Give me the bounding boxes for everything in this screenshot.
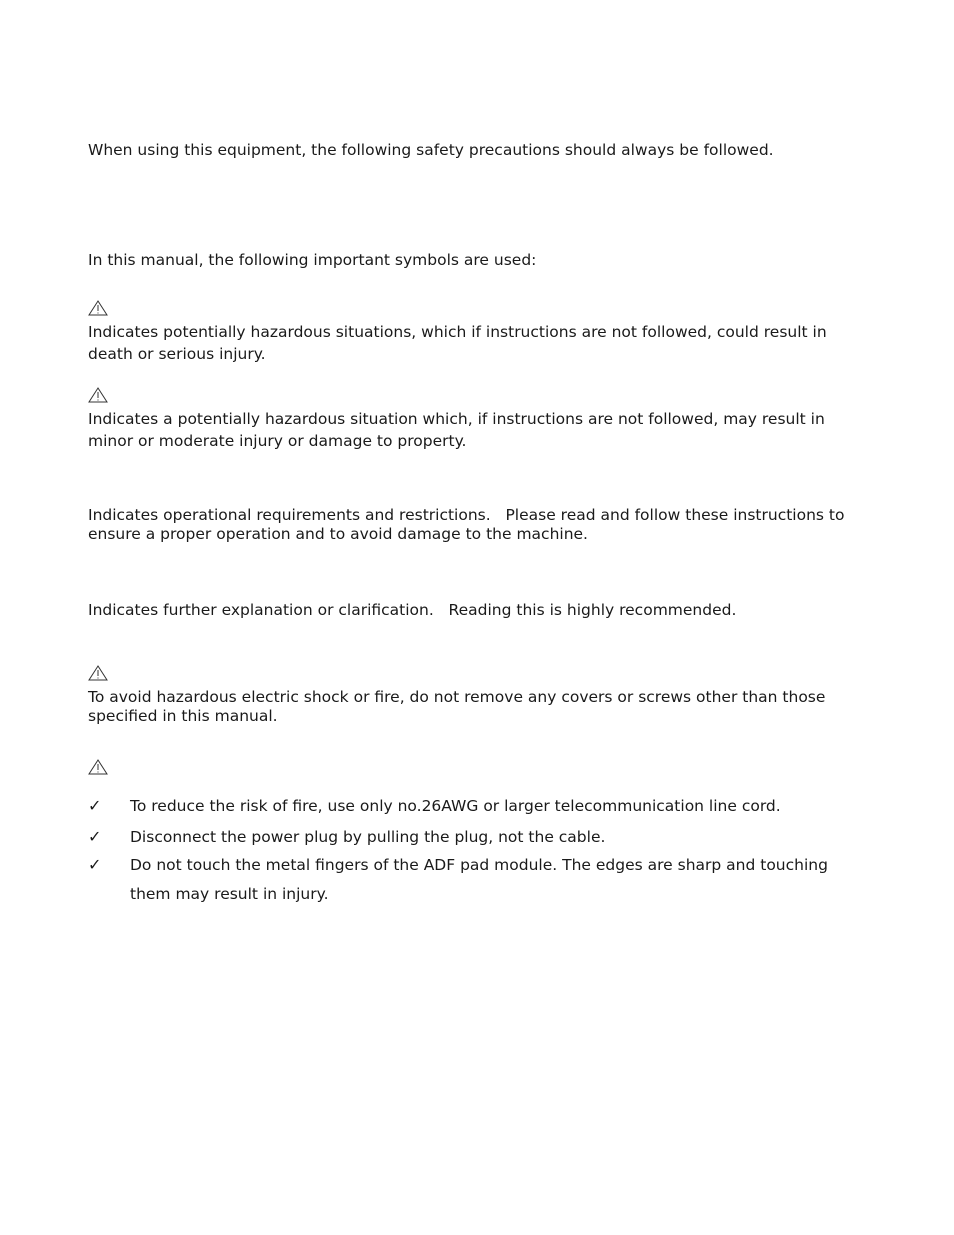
- caution-description: Indicates a potentially hazardous situation which, if instructions are not followed, may result in minor or moderate injury or damage to property.: [88, 410, 825, 450]
- shock-warning-description: To avoid hazardous electric shock or fire, do not remove any covers or screws other than those specified in this manual.: [88, 688, 826, 725]
- intro-text: When using this equipment, the following safety precautions should always be followed.: [88, 141, 774, 159]
- checkmark-icon: ✓: [88, 796, 102, 815]
- checkmark-icon: ✓: [88, 827, 102, 846]
- symbols-intro-text: In this manual, the following important symbols are used:: [88, 251, 537, 269]
- list-item: To reduce the risk of fire, use only no.26AWG or larger telecommunication line cord.: [130, 797, 781, 815]
- warning-triangle-icon: [88, 300, 108, 316]
- caution-triangle-icon: [88, 387, 108, 403]
- list-item: Do not touch the metal fingers of the ADF pad module. The edges are sharp and touching them may result in injury.: [130, 856, 828, 903]
- caution-list-triangle-icon: [88, 759, 108, 775]
- warning-description: Indicates potentially hazardous situations, which if instructions are not followed, could result in death or serious injury.: [88, 323, 827, 363]
- list-item: Disconnect the power plug by pulling the plug, not the cable.: [130, 828, 606, 846]
- note-description: Indicates further explanation or clarification. Reading this is highly recommended.: [88, 601, 737, 619]
- important-description: Indicates operational requirements and restrictions. Please read and follow these instructions to ensure a proper operation and to avoid damage to the machine.: [88, 506, 850, 543]
- checkmark-icon: ✓: [88, 855, 102, 874]
- shock-warning-triangle-icon: [88, 665, 108, 681]
